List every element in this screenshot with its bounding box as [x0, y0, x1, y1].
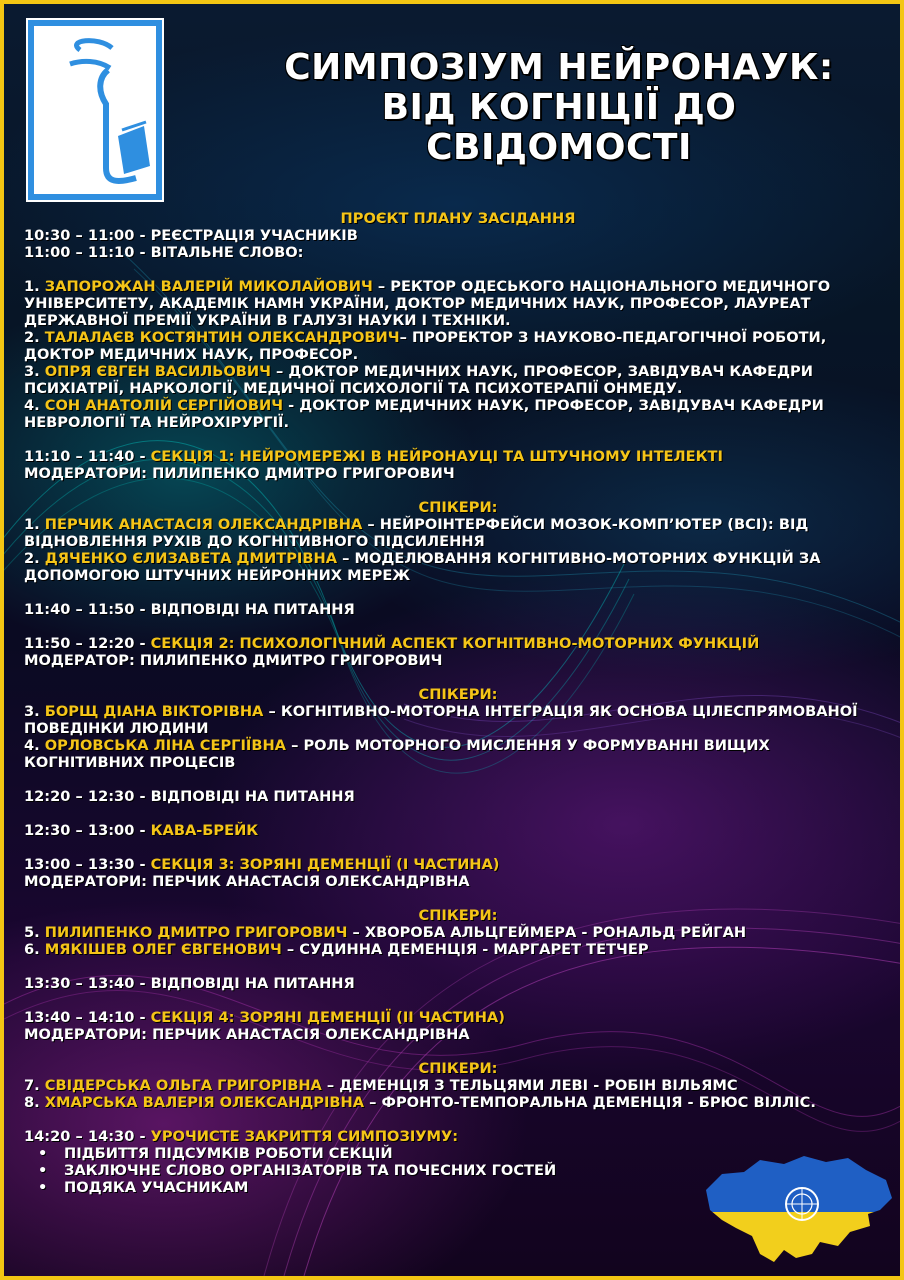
section-1-speaker-2: 2. ДЯЧЕНКО ЄЛИЗАВЕТА ДМИТРІВНА – МОДЕЛЮВАННЯ КОГНІТИВНО-МОТОРНИХ ФУНКЦІЙ ЗА ДОПОМОГОЮ ШТУЧНИХ НЕЙРОННИХ МЕРЕЖ [24, 550, 821, 584]
section-1-title: 11:10 – 11:40 - СЕКЦІЯ 1: НЕЙРОМЕРЕЖІ В НЕЙРОНАУЦІ ТА ШТУЧНОМУ ІНТЕЛЕКТІ [24, 448, 723, 465]
section-3-moderators: МОДЕРАТОРИ: ПЕРЧИК АНАСТАСІЯ ОЛЕКСАНДРІВНА [24, 873, 470, 890]
section-3-title: 13:00 – 13:30 - СЕКЦІЯ 3: ЗОРЯНІ ДЕМЕНЦІЇ (І ЧАСТИНА) [24, 856, 500, 873]
section-2-speaker-3: 3. БОРЩ ДІАНА ВІКТОРІВНА – КОГНІТИВНО-МОТОРНА ІНТЕГРАЦІЯ ЯК ОСНОВА ЦІЛЕСПРЯМОВАНОЇ ПОВЕДІНКИ ЛЮДИНИ [24, 703, 858, 737]
section-4-title: 13:40 – 14:10 - СЕКЦІЯ 4: ЗОРЯНІ ДЕМЕНЦІЇ (ІІ ЧАСТИНА) [24, 1009, 505, 1026]
welcome: 11:00 – 11:10 - ВІТАЛЬНЕ СЛОВО: [24, 244, 304, 261]
welcome-speaker-1: 1. ЗАПОРОЖАН ВАЛЕРІЙ МИКОЛАЙОВИЧ – РЕКТОР ОДЕСЬКОГО НАЦІОНАЛЬНОГО МЕДИЧНОГО УНІВЕРСИТЕТУ, АКАДЕМІК НАМН УКРАЇНИ, ДОКТОР МЕДИЧНИХ НАУК, ПРОФЕСОР, ЛАУРЕАТ ДЕРЖАВНОЇ ПРЕМІЇ УКРАЇНИ В ГАЛУЗІ НАУКИ І ТЕХНІКИ. [24, 278, 831, 329]
logo [26, 18, 164, 202]
qa-1: 11:40 – 11:50 - ВІДПОВІДІ НА ПИТАННЯ [24, 601, 355, 618]
welcome-speaker-3: 3. ОПРЯ ЄВГЕН ВАСИЛЬОВИЧ – ДОКТОР МЕДИЧНИХ НАУК, ПРОФЕСОР, ЗАВІДУВАЧ КАФЕДРИ ПСИХІАТРІЇ, НАРКОЛОГІЇ, МЕДИЧНОЇ ПСИХОЛОГІЇ ТА ПСИХОТЕРАПІЇ ОНМЕДУ. [24, 363, 813, 397]
section-2-moderators: МОДЕРАТОР: ПИЛИПЕНКО ДМИТРО ГРИГОРОВИЧ [24, 652, 443, 669]
section-1-speaker-1: 1. ПЕРЧИК АНАСТАСІЯ ОЛЕКСАНДРІВНА – НЕЙРОІНТЕРФЕЙСИ МОЗОК-КОМП’ЮТЕР (BCI): ВІД ВІДНОВЛЕННЯ РУХІВ ДО КОГНІТИВНОГО ПІДСИЛЕННЯ [24, 516, 809, 550]
list-item: • ПІДБИТТЯ ПІДСУМКІВ РОБОТИ СЕКЦІЙ [38, 1145, 892, 1162]
section-4-speaker-7: 7. СВІДЕРСЬКА ОЛЬГА ГРИГОРІВНА – ДЕМЕНЦІЯ З ТЕЛЬЦЯМИ ЛЕВІ - РОБІН ВІЛЬЯМС [24, 1077, 738, 1094]
section-2-speakers-label: СПІКЕРИ: [418, 686, 498, 703]
section-3-speaker-5: 5. ПИЛИПЕНКО ДМИТРО ГРИГОРОВИЧ – ХВОРОБА АЛЬЦГЕЙМЕРА - РОНАЛЬД РЕЙГАН [24, 924, 747, 941]
closing-title: 14:20 – 14:30 - УРОЧИСТЕ ЗАКРИТТЯ СИМПОЗІУМУ: [24, 1128, 459, 1145]
section-3-speakers-label: СПІКЕРИ: [418, 907, 498, 924]
registration: 10:30 – 11:00 - РЕЄСТРАЦІЯ УЧАСНИКІВ [24, 227, 358, 244]
list-item: • ЗАКЛЮЧНЕ СЛОВО ОРГАНІЗАТОРІВ ТА ПОЧЕСНИХ ГОСТЕЙ [38, 1162, 892, 1179]
welcome-speaker-2: 2. ТАЛАЛАЄВ КОСТЯНТИН ОЛЕКСАНДРОВИЧ– ПРОРЕКТОР З НАУКОВО-ПЕДАГОГІЧНОЇ РОБОТИ, ДОКТОР МЕДИЧНИХ НАУК, ПРОФЕСОР. [24, 329, 827, 363]
coffee-break: 12:30 – 13:00 - КАВА-БРЕЙК [24, 822, 259, 839]
qa-2: 12:20 – 12:30 - ВІДПОВІДІ НА ПИТАННЯ [24, 788, 355, 805]
program-heading: ПРОЄКТ ПЛАНУ ЗАСІДАННЯ [340, 210, 576, 227]
logo-mark-icon [26, 18, 164, 202]
section-4-speaker-8: 8. ХМАРСЬКА ВАЛЕРІЯ ОЛЕКСАНДРІВНА – ФРОНТО-ТЕМПОРАЛЬНА ДЕМЕНЦІЯ - БРЮС ВІЛЛІС. [24, 1094, 816, 1111]
page-title [214, 48, 904, 168]
list-item: • ПОДЯКА УЧАСНИКАМ [38, 1179, 892, 1196]
section-2-title: 11:50 – 12:20 - СЕКЦІЯ 2: ПСИХОЛОГІЧНИЙ АСПЕКТ КОГНІТИВНО-МОТОРНИХ ФУНКЦІЙ [24, 635, 760, 652]
welcome-speaker-4: 4. СОН АНАТОЛІЙ СЕРГІЙОВИЧ - ДОКТОР МЕДИЧНИХ НАУК, ПРОФЕСОР, ЗАВІДУВАЧ КАФЕДРИ НЕВРОЛОГІЇ ТА НЕЙРОХІРУРГІЇ. [24, 397, 824, 431]
title-line-1: СИМПОЗІУМ НЕЙРОНАУК: [284, 47, 834, 88]
qa-3: 13:30 – 13:40 - ВІДПОВІДІ НА ПИТАННЯ [24, 975, 355, 992]
title-line-3: СВІДОМОСТІ [426, 127, 692, 168]
program [24, 210, 892, 1196]
ukraine-map-icon [700, 1150, 896, 1274]
section-2-speaker-4: 4. ОРЛОВСЬКА ЛІНА СЕРГІЇВНА – РОЛЬ МОТОРНОГО МИСЛЕННЯ У ФОРМУВАННІ ВИЩИХ КОГНІТИВНИХ ПРОЦЕСІВ [24, 737, 770, 771]
section-3-speaker-6: 6. МЯКІШЕВ ОЛЕГ ЄВГЕНОВИЧ – СУДИННА ДЕМЕНЦІЯ - МАРГАРЕТ ТЕТЧЕР [24, 941, 649, 958]
section-4-moderators: МОДЕРАТОРИ: ПЕРЧИК АНАСТАСІЯ ОЛЕКСАНДРІВНА [24, 1026, 470, 1043]
section-1-speakers-label: СПІКЕРИ: [418, 499, 498, 516]
section-4-speakers-label: СПІКЕРИ: [418, 1060, 498, 1077]
title-line-2: ВІД КОГНІЦІЇ ДО [381, 87, 737, 128]
section-1-moderators: МОДЕРАТОРИ: ПИЛИПЕНКО ДМИТРО ГРИГОРОВИЧ [24, 465, 455, 482]
